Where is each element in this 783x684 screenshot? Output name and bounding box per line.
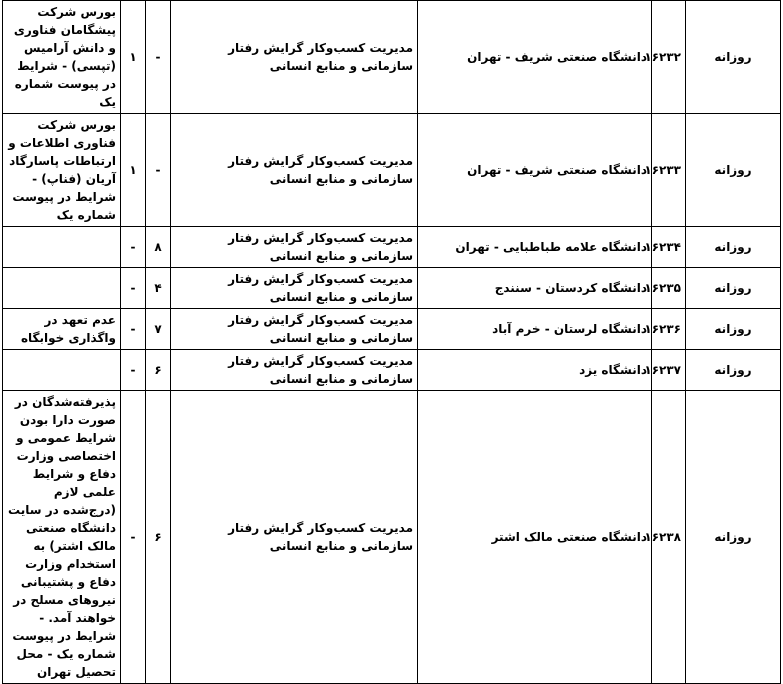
note-cell bbox=[3, 268, 121, 309]
note-cell: عدم تعهد در واگذاری خوابگاه bbox=[3, 309, 121, 350]
capacity-a-cell: - bbox=[146, 114, 171, 227]
capacity-b-cell: - bbox=[121, 268, 146, 309]
capacity-b-cell: - bbox=[121, 350, 146, 391]
university-cell: دانشگاه لرستان - خرم آباد bbox=[418, 309, 652, 350]
capacity-a-cell: - bbox=[146, 1, 171, 114]
table-row bbox=[3, 114, 781, 227]
capacity-b-cell: - bbox=[121, 391, 146, 684]
period-cell: روزانه bbox=[686, 114, 781, 227]
period-cell: روزانه bbox=[686, 309, 781, 350]
capacity-a-cell: ۷ bbox=[146, 309, 171, 350]
university-cell: دانشگاه علامه طباطبایی - تهران bbox=[418, 227, 652, 268]
note-cell: پذیرفته‌شدگان در صورت دارا بودن شرایط عمومی و اختصاصی وزارت دفاع و شرایط علمی لازم (درج‌شده در سایت دانشگاه صنعتی مالک اشتر) به استخدام وزارت دفاع و پشتیبانی نیروهای مسلح در خواهند آمد. - شرایط در پیوست شماره یک - محل تحصیل تهران bbox=[3, 391, 121, 684]
capacity-b-cell: ۱ bbox=[121, 1, 146, 114]
field-cell: مدیریت کسب‌وکار گرایش رفتار سازمانی و منابع انسانی bbox=[171, 309, 418, 350]
table-row bbox=[3, 391, 781, 684]
capacity-a-cell: ۸ bbox=[146, 227, 171, 268]
table-row bbox=[3, 1, 781, 114]
field-cell: مدیریت کسب‌وکار گرایش رفتار سازمانی و منابع انسانی bbox=[171, 227, 418, 268]
capacity-a-cell: ۶ bbox=[146, 391, 171, 684]
university-cell: دانشگاه یزد bbox=[418, 350, 652, 391]
note-cell: بورس شرکت پیشگامان فناوری و دانش آرامیس (تپسی) - شرایط در پیوست شماره یک bbox=[3, 1, 121, 114]
field-cell: مدیریت کسب‌وکار گرایش رفتار سازمانی و منابع انسانی bbox=[171, 350, 418, 391]
field-cell: مدیریت کسب‌وکار گرایش رفتار سازمانی و منابع انسانی bbox=[171, 391, 418, 684]
university-cell: دانشگاه صنعتی شریف - تهران bbox=[418, 1, 652, 114]
period-cell: روزانه bbox=[686, 350, 781, 391]
university-cell: دانشگاه کردستان - سنندج bbox=[418, 268, 652, 309]
period-cell: روزانه bbox=[686, 268, 781, 309]
code-cell: ۱۶۲۳۲ bbox=[652, 1, 686, 114]
capacity-a-cell: ۴ bbox=[146, 268, 171, 309]
table-row bbox=[3, 350, 781, 391]
code-cell: ۱۶۲۳۷ bbox=[652, 350, 686, 391]
code-cell: ۱۶۲۳۳ bbox=[652, 114, 686, 227]
table-row bbox=[3, 309, 781, 350]
period-cell: روزانه bbox=[686, 391, 781, 684]
capacity-b-cell: - bbox=[121, 227, 146, 268]
university-cell: دانشگاه صنعتی مالک اشتر bbox=[418, 391, 652, 684]
field-cell: مدیریت کسب‌وکار گرایش رفتار سازمانی و منابع انسانی bbox=[171, 114, 418, 227]
capacity-b-cell: ۱ bbox=[121, 114, 146, 227]
programs-table bbox=[2, 0, 781, 684]
code-cell: ۱۶۲۳۶ bbox=[652, 309, 686, 350]
table-row bbox=[3, 268, 781, 309]
note-cell bbox=[3, 227, 121, 268]
period-cell: روزانه bbox=[686, 227, 781, 268]
code-cell: ۱۶۲۳۸ bbox=[652, 391, 686, 684]
field-cell: مدیریت کسب‌وکار گرایش رفتار سازمانی و منابع انسانی bbox=[171, 268, 418, 309]
note-cell: بورس شرکت فناوری اطلاعات و ارتباطات پاسارگاد آریان (فناپ) - شرایط در پیوست شماره یک bbox=[3, 114, 121, 227]
note-cell bbox=[3, 350, 121, 391]
university-cell: دانشگاه صنعتی شریف - تهران bbox=[418, 114, 652, 227]
code-cell: ۱۶۲۳۴ bbox=[652, 227, 686, 268]
field-cell: مدیریت کسب‌وکار گرایش رفتار سازمانی و منابع انسانی bbox=[171, 1, 418, 114]
capacity-b-cell: - bbox=[121, 309, 146, 350]
code-cell: ۱۶۲۳۵ bbox=[652, 268, 686, 309]
table-row bbox=[3, 227, 781, 268]
capacity-a-cell: ۶ bbox=[146, 350, 171, 391]
period-cell: روزانه bbox=[686, 1, 781, 114]
